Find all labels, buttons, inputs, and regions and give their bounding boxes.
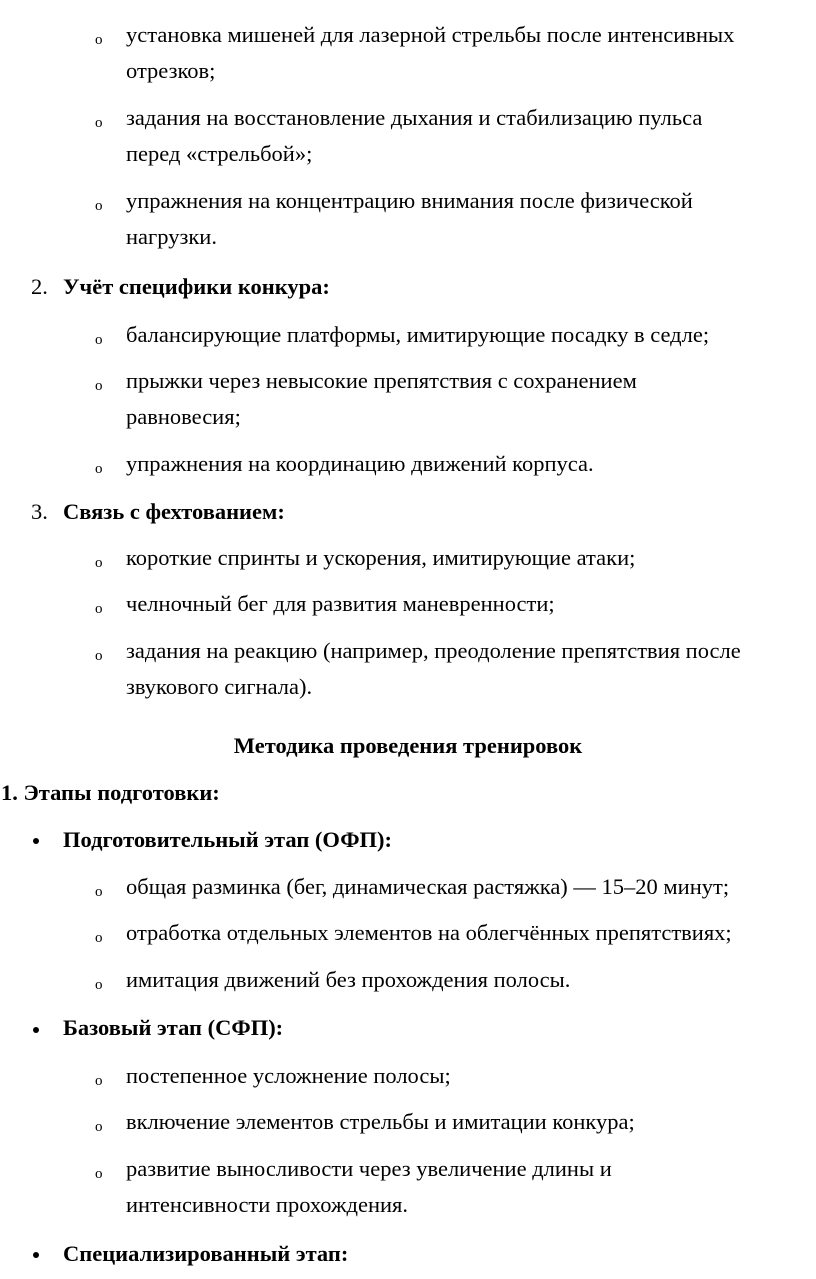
list-item: развитие выносливости через увеличение длины и [126, 1156, 612, 1181]
sub-bullet-marker: o [95, 461, 103, 477]
stage-label: Подготовительный этап (ОФП): [63, 827, 393, 852]
list-item: общая разминка (бег, динамическая растяжка) — 15–20 минут; [126, 874, 730, 899]
list-item: короткие спринты и ускорения, имитирующие атаки; [126, 545, 636, 570]
bullet-marker [33, 1027, 39, 1033]
sub-bullet-marker: o [95, 977, 103, 993]
sub-bullet-marker: o [95, 378, 103, 394]
list-item: постепенное усложнение полосы; [126, 1063, 451, 1088]
list-item: задания на восстановление дыхания и стабилизацию пульса [126, 105, 703, 130]
list-item: установка мишеней для лазерной стрельбы после интенсивных [126, 22, 735, 47]
sub-bullet-marker: o [95, 1166, 103, 1182]
stage-label: Специализированный этап: [63, 1241, 349, 1266]
list-number: 3. [31, 499, 48, 524]
bullet-marker [33, 838, 39, 844]
list-item-continuation: перед «стрельбой»; [126, 141, 313, 166]
list-item-continuation: интенсивности прохождения. [126, 1192, 409, 1217]
sub-bullet-marker: o [95, 1073, 103, 1089]
list-number: 2. [31, 274, 48, 299]
sub-bullet-marker: o [95, 884, 103, 900]
section-heading: Связь с фехтованием: [63, 499, 285, 524]
list-item: задания на реакцию (например, преодоление препятствия после [126, 638, 741, 663]
sub-bullet-marker: o [95, 198, 103, 214]
sub-bullet-marker: o [95, 115, 103, 131]
sub-bullet-marker: o [95, 930, 103, 946]
list-item: имитация движений без прохождения полосы. [126, 967, 571, 992]
sub-bullet-marker: o [95, 555, 103, 571]
list-item-continuation: нагрузки. [126, 224, 217, 249]
list-item: упражнения на концентрацию внимания после физической [126, 188, 693, 213]
sub-bullet-marker: o [95, 601, 103, 617]
sub-bullet-marker: o [95, 1119, 103, 1135]
subsection-heading: 1. Этапы подготовки: [1, 780, 220, 805]
page-title: Методика проведения тренировок [233, 733, 583, 758]
list-item: балансирующие платформы, имитирующие посадку в седле; [126, 322, 710, 347]
sub-bullet-marker: o [95, 332, 103, 348]
list-item-continuation: отрезков; [126, 58, 216, 83]
list-item: челночный бег для развития маневренности; [126, 591, 555, 616]
list-item: включение элементов стрельбы и имитации конкура; [126, 1109, 635, 1134]
list-item-continuation: звукового сигнала). [126, 674, 313, 699]
stage-label: Базовый этап (СФП): [63, 1015, 284, 1040]
list-item-continuation: равновесия; [126, 404, 241, 429]
bullet-marker [33, 1252, 39, 1258]
list-item: отработка отдельных элементов на облегчённых препятствиях; [126, 920, 732, 945]
list-item: упражнения на координацию движений корпуса. [126, 451, 594, 476]
sub-bullet-marker: o [95, 648, 103, 664]
sub-bullet-marker: o [95, 32, 103, 48]
list-item: прыжки через невысокие препятствия с сохранением [126, 368, 637, 393]
section-heading: Учёт специфики конкура: [63, 274, 330, 299]
